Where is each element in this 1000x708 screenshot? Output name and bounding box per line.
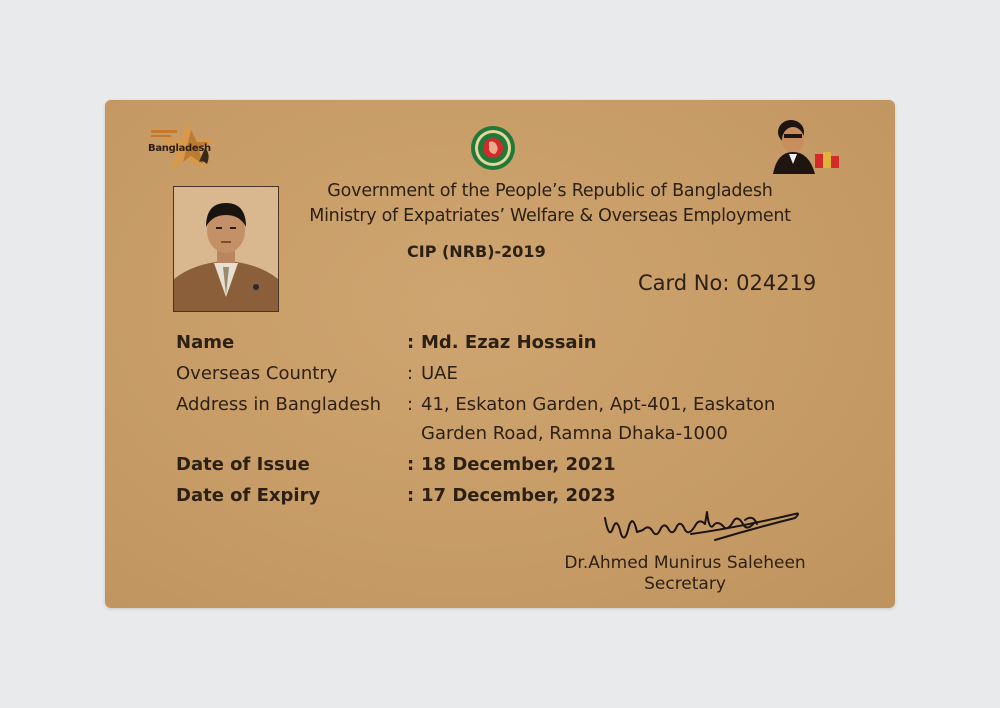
program-title: CIP (NRB)-2019 [407, 242, 546, 261]
field-value: Md. Ezaz Hossain [421, 332, 597, 353]
bangabandhu-portrait-logo [769, 118, 843, 174]
ministry-title: Ministry of Expatriates’ Welfare & Overseas Employment [309, 206, 791, 226]
field-value: UAE [421, 363, 458, 384]
signature-icon [595, 500, 815, 560]
person-photo-icon [174, 187, 278, 311]
field-separator: : [407, 485, 415, 506]
anniversary-logo [143, 120, 223, 174]
field-value: 18 December, 2021 [421, 454, 616, 475]
signatory-name: Dr.Ahmed Munirus Saleheen [564, 553, 806, 573]
logo-left-text: Bangladesh [148, 143, 211, 154]
government-emblem [463, 124, 523, 172]
signature [595, 500, 815, 560]
signatory-title: Secretary [644, 574, 726, 594]
field-label: Name [176, 332, 235, 353]
field-value: 41, Eskaton Garden, Apt-401, Easkaton [421, 394, 776, 415]
cip-card [105, 100, 895, 608]
field-label: Date of Expiry [176, 485, 321, 506]
field-label: Overseas Country [176, 363, 338, 384]
field-label: Date of Issue [176, 454, 310, 475]
field-value: 17 December, 2023 [421, 485, 616, 506]
field-separator: : [407, 332, 415, 353]
government-title: Government of the People’s Republic of Bangladesh [327, 181, 773, 201]
portrait-icon [769, 118, 843, 174]
holder-photo [173, 186, 279, 312]
field-separator: : [407, 394, 414, 415]
field-separator: : [407, 454, 415, 475]
field-value-line2: Garden Road, Ramna Dhaka-1000 [421, 423, 728, 444]
field-separator: : [407, 363, 414, 384]
card-number: Card No: 024219 [638, 271, 817, 295]
bangladesh-emblem-icon [463, 124, 523, 172]
field-label: Address in Bangladesh [176, 394, 382, 415]
